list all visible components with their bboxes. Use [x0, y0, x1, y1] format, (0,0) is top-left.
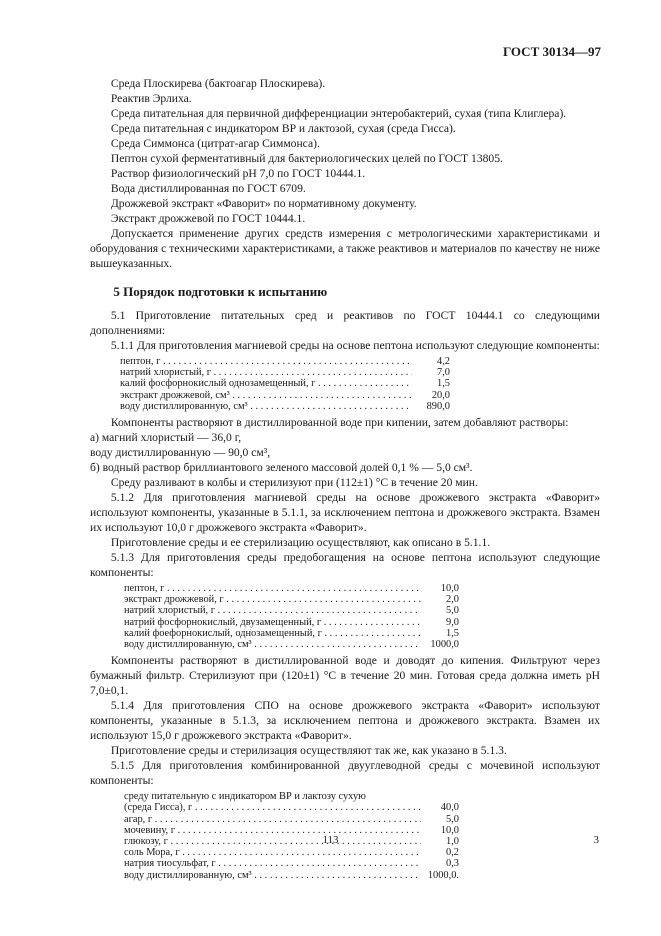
table-row: пептон, г . . . 4,2 [120, 356, 450, 367]
material-item: Пептон сухой ферментативный для бактериологических целей по ГОСТ 13805. [110, 152, 503, 165]
material-item: Среда питательная для первичной дифференциации энтеробактерий, сухая (типа Клиглера). [110, 107, 567, 120]
table-row: калий фосфорнокислый однозамещенный, г . . . 1,5 [120, 378, 450, 389]
document-id-header: ГОСТ 30134—97 [502, 44, 601, 59]
clause-5-1-4-note: Приготовление среды и стерилизация осуществляют так же, как указано в 5.1.3. [110, 744, 507, 758]
sheet-number: 3 [593, 834, 599, 846]
material-item: Дрожжевой экстракт «Фаворит» по нормативному документу. [110, 197, 417, 210]
table-row: экстракт дрожжевой, г . . . 2,0 [124, 594, 459, 605]
table-row: агар, г . . . 5,0 [124, 814, 459, 825]
table-row: воду дистиллированную, см³ . . . 1000,0 [124, 639, 459, 650]
section-heading: 5 Порядок подготовки к испытанию [113, 284, 328, 299]
table-row: глюкозу, г . . . 1,0 [124, 836, 459, 847]
table-row: соль Мора, г . . . 0,2 [124, 847, 459, 858]
components-table-3 [124, 791, 600, 881]
material-item: Среда Симмонса (цитрат-агар Симмонса). [110, 137, 320, 150]
table-row: натрий хлористый, г . . . 5,0 [124, 605, 459, 616]
table-row: мочевину, г . . . 10,0 [124, 825, 459, 836]
components-table-1 [120, 356, 600, 412]
clause-5-1-5: 5.1.5 Для приготовления комбинированной двууглеводной среды с мочевиной используют компоненты: [90, 759, 600, 788]
table-row: натрий хлористый, г . . . 7,0 [120, 367, 450, 378]
material-item: Экстракт дрожжевой по ГОСТ 10444.1. [110, 212, 306, 225]
clause-5-1: 5.1 Приготовление питательных сред и реактивов по ГОСТ 10444.1 со следующими дополнениями: [90, 309, 600, 337]
material-item: Реактив Эрлиха. [110, 92, 192, 105]
material-item: Раствор физиологический pH 7,0 по ГОСТ 10444.1. [110, 167, 366, 180]
table-row: натрий фосфорнокислый, двузамещенный, г . . . 9,0 [124, 617, 459, 628]
material-item: Среда Плоскирева (бактоагар Плоскирева). [110, 77, 326, 90]
table-row: калий фоефорнокислый, однозамещенный, г . . . 1,5 [124, 628, 459, 639]
material-item: Среда питательная с индикатором ВР и лактозой, сухая (среда Гисса). [110, 122, 456, 135]
table-row: пептон, г . . . 10,0 [124, 583, 459, 594]
solution-b: б) водный раствор бриллиантового зеленого массовой долей 0,1 % — 5,0 см³. [90, 461, 473, 475]
material-item: Вода дистиллированная по ГОСТ 6709. [110, 182, 306, 195]
table-row: натрия тиосульфат, г . . . 0,3 [124, 858, 459, 869]
table-row: (среда Гисса), г . . . 40,0 [124, 802, 459, 813]
materials-list [90, 76, 600, 226]
dissolve-paragraph: Компоненты растворяют в дистиллированной воде при кипении, затем добавляют растворы: [110, 416, 569, 430]
table-row: воду дистиллированную, см³ . . . 1000,0. [124, 870, 459, 881]
solution-a-water: воду дистиллированную — 90,0 см³, [90, 446, 271, 460]
table-row: экстракт дрожжевой, см³ . . . 20,0 [120, 390, 450, 401]
filter-paragraph: Компоненты растворяют в дистиллированной воде и доводят до кипения. Фильтруют через бумажный фильтр. Стерилизуют при (120±1) °С в течение 20 мин. Готовая среда должна иметь pH 7,0±0,1. [90, 654, 600, 698]
components-table-2 [124, 583, 600, 650]
clause-5-1-3: 5.1.3 Для приготовления среды предобогащения на основе пептона используют следующие компоненты: [90, 551, 600, 580]
document-body [90, 76, 600, 884]
clause-5-1-4: 5.1.4 Для приготовления СПО на основе дрожжевого экстракта «Фаворит» используют компоненты, указанные в 5.1.3, за исключением пептона и дрожжевого экстракта. Взамен их используют 15,0 г дрожжевого экстракта «Фаворит». [90, 699, 600, 743]
permit-paragraph: Допускается применение других средств измерения с метрологическими характеристиками и оборудования с техническими характеристиками, а также реактивов и материалов по качеству не ниже вышеуказанных. [90, 227, 600, 270]
table-row: воду дистиллированную, см³ . . . 890,0 [120, 401, 450, 412]
page-number: 113 [322, 834, 339, 846]
solution-a: а) магний хлористый — 36,0 г, [90, 431, 242, 445]
clause-5-1-2: 5.1.2 Для приготовления магниевой среды на основе дрожжевого экстракта «Фаворит» используют компоненты, указанные в 5.1.1, за исключением пептона и дрожжевого экстракта. Взамен их используют 10,0 г дрожжевого экстракта «Фаворит». [90, 491, 600, 535]
clause-5-1-1: 5.1.1 Для приготовления магниевой среды на основе пептона используют следующие компоненты: [110, 339, 600, 352]
table-row-header: среду питательную с индикатором ВР и лактозу сухую [124, 791, 366, 803]
sterilize-paragraph: Среду разливают в колбы и стерилизуют при (112±1) °С в течение 20 мин. [110, 476, 478, 490]
clause-5-1-2-note: Приготовление среды и ее стерилизацию осуществляют, как описано в 5.1.1. [110, 536, 491, 550]
